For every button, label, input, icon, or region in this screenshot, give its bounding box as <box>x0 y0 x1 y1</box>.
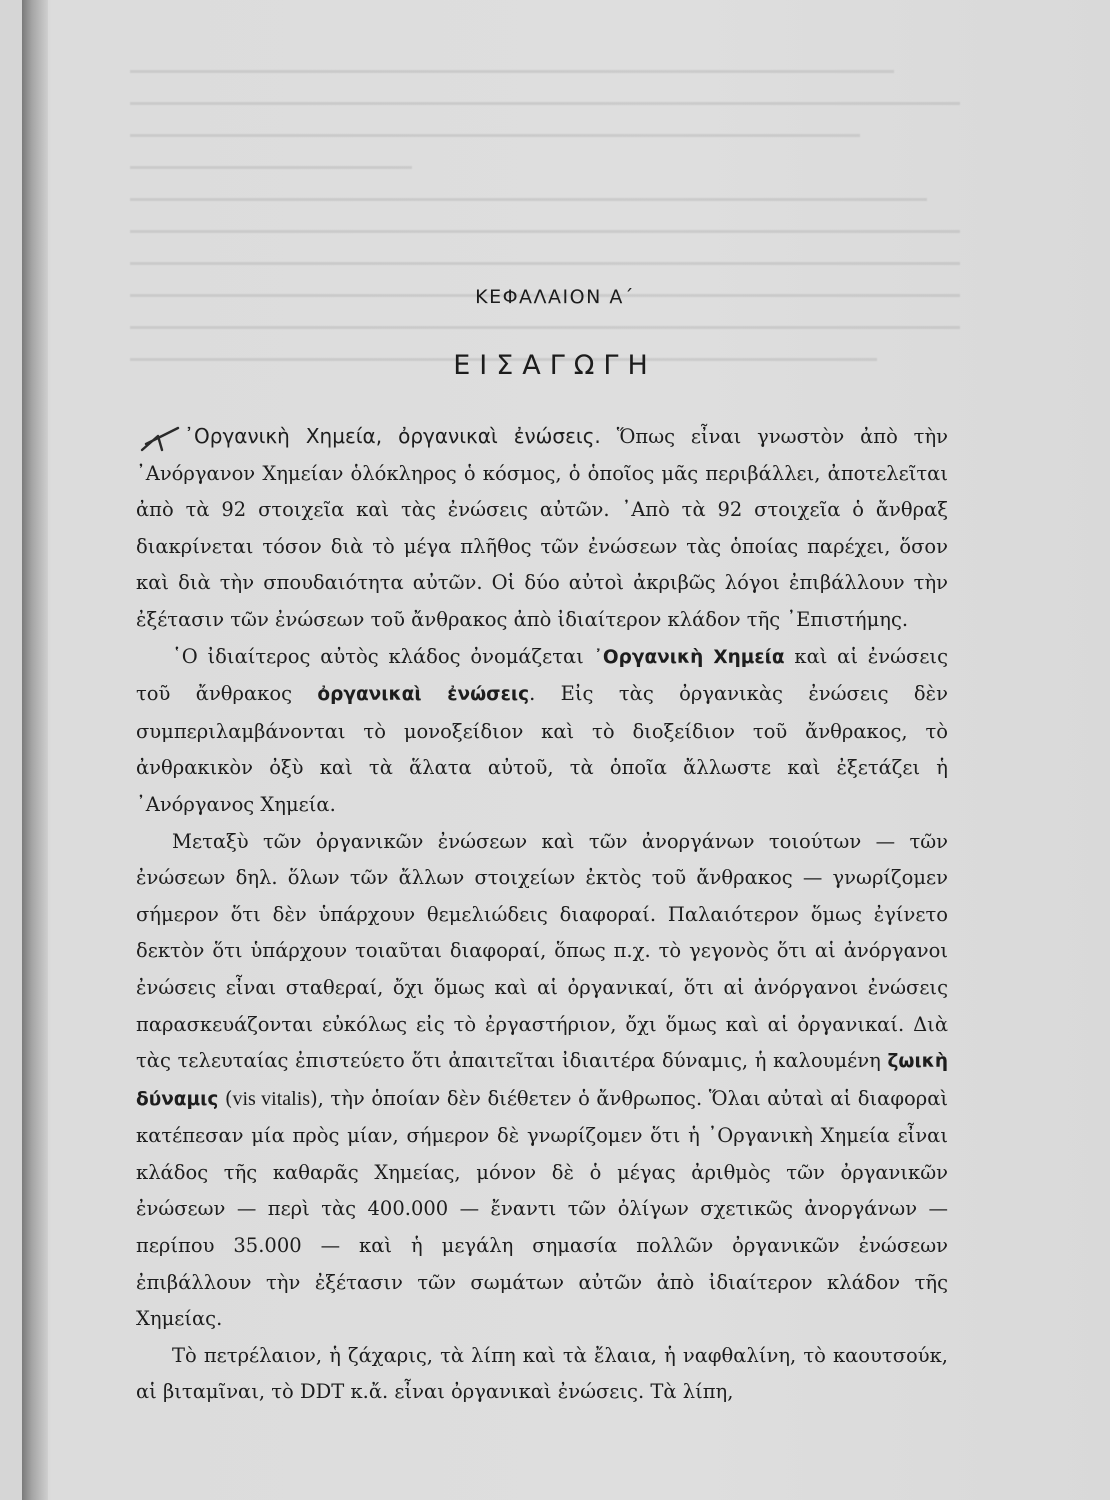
chapter-title: ΕΙΣΑΓΩΓΗ <box>453 350 657 381</box>
paragraph-1 <box>136 418 948 639</box>
page-binding-shadow <box>22 0 48 1500</box>
paragraph-3 <box>136 824 948 1338</box>
paragraph-3-text-b: ( <box>218 1086 233 1110</box>
paragraph-3-text-a: Μεταξὺ τῶν ὀργανικῶν ἐνώσεων καὶ τῶν ἀνοργάνων τοιούτων — τῶν ἐνώσεων δηλ. ὅλων τῶν ἄλλων στοιχείων ἐκτὸς τοῦ ἄνθρακος — γνωρίζομεν σήμερον ὅτι δὲν ὑπάρχουν θεμελιώδεις διαφοραί. Παλαιότερον ὅμως ἐγίνετο δεκτὸν ὅτι ὑπάρχουν τοιαῦται διαφοραί, ὅπως π.χ. τὸ γεγονὸς ὅτι αἱ ἀνόργανοι ἐνώσεις εἶναι σταθεραί, ὄχι ὅμως καὶ αἱ ὀργανικαί, ὅτι αἱ ἀνόργανοι ἐνώσεις παρασκευάζονται εὐκόλως εἰς τὸ ἐργαστήριον, ὄχι ὅμως καὶ αἱ ὀργανικαί. Διὰ τὰς τελευταίας ἐπιστεύετο ὅτι ἀπαιτεῖται ἰδιαιτέρα δύναμις, ἡ καλουμένη <box>136 829 948 1073</box>
bold-term-vital-force: ζωικὴ δύναμις <box>136 1051 948 1110</box>
paragraph-4 <box>136 1338 948 1411</box>
paragraph-2-text-b: καὶ αἱ ἐνώσεις τοῦ ἄνθρακος <box>136 644 948 706</box>
bold-term-organic-chemistry: ᾿Οργανικὴ Χημεία <box>593 646 785 668</box>
section-heading: ᾿Οργανικὴ Χημεία, ὀργανικαὶ ἐνώσεις. <box>184 424 601 448</box>
body-text <box>136 418 948 1411</box>
chapter-label: ΚΕΦΑΛΑΙΟΝ Α΄ <box>475 286 635 308</box>
bold-term-organic-compounds: ὀργανικαὶ ἐνώσεις <box>317 684 530 706</box>
latin-term-vis-vitalis: vis vitalis <box>232 1087 311 1110</box>
paragraph-2 <box>136 639 948 824</box>
paragraph-3-text-c: ), τὴν ὁποίαν δὲν διέθετεν ὁ ἄνθρωπος. Ὅλαι αὐταὶ αἱ διαφοραὶ κατέπεσαν μία πρὸς μίαν, σήμερον δὲ γνωρίζομεν ὅτι ἡ ᾿Οργανικὴ Χημεία εἶναι κλάδος τῆς καθαρᾶς Χημείας, μόνον δὲ ὁ μέγας ἀριθμὸς τῶν ὀργανικῶν ἐνώσεων — περὶ τὰς 400.000 — ἔναντι τῶν ὀλίγων σχετικῶς ἀνοργάνων — περίπου 35.000 — καὶ ἡ μεγάλη σημασία πολλῶν ὀργανικῶν ἐνώσεων ἐπιβάλλουν τὴν ἐξέτασιν τῶν σωμάτων αὐτῶν ἀπὸ ἰδιαίτερον κλάδον τῆς Χημείας. <box>136 1086 949 1331</box>
paragraph-2-text-c: . Εἰς τὰς ὀργανικὰς ἐνώσεις δὲν συμπεριλαμβάνονται τὸ μονοξείδιον καὶ τὸ διοξείδιον τοῦ ἄνθρακος, τὸ ἀνθρακικὸν ὀξὺ καὶ τὰ ἅλατα αὐτοῦ, τὰ ὁποῖα ἄλλωστε καὶ ἐξετάζει ἡ ᾿Ανόργανος Χημεία. <box>136 682 948 816</box>
paragraph-2-text-a: ῾Ο ἰδιαίτερος αὐτὸς κλάδος ὀνομάζεται <box>172 644 594 668</box>
paragraph-4-text: Τὸ πετρέλαιον, ἡ ζάχαρις, τὰ λίπη καὶ τὰ ἔλαια, ἡ ναφθαλίνη, τὸ καουτσούκ, αἱ βιταμῖναι, τὸ DDT κ.ἄ. εἶναι ὀργανικαὶ ἐνώσεις. Τὰ λίπη, <box>136 1343 948 1404</box>
paragraph-1-text: Ὅπως εἶναι γνωστὸν ἀπὸ τὴν ᾿Ανόργανον Χημείαν ὁλόκληρος ὁ κόσμος, ὁ ὁποῖος μᾶς περιβάλλει, ἀποτελεῖται ἀπὸ τὰ 92 στοιχεῖα καὶ τὰς ἐνώσεις αὐτῶν. ᾿Απὸ τὰ 92 στοιχεῖα ὁ ἄνθραξ διακρίνεται τόσον διὰ τὸ μέγα πλῆθος τῶν ἐνώσεων τὰς ὁποίας παρέχει, ὅσον καὶ διὰ τὴν σπουδαιότητα αὐτῶν. Οἱ δύο αὐτοὶ ἀκριβῶς λόγοι ἐπιβάλλουν τὴν ἐξέτασιν τῶν ἐνώσεων τοῦ ἄνθρακος ἀπὸ ἰδιαίτερον κλάδον τῆς ᾿Επιστήμης. <box>136 425 948 631</box>
